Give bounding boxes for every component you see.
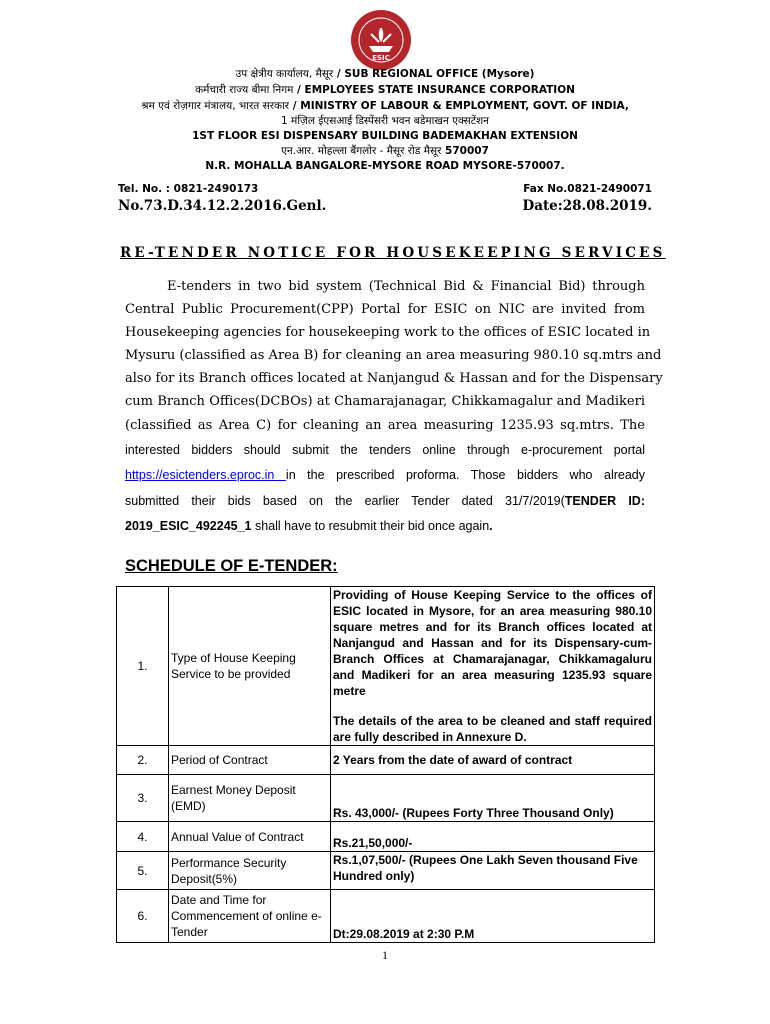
row-label: Period of Contract — [169, 746, 331, 775]
header-line-7 — [0, 159, 770, 174]
row-label: Earnest Money Deposit (EMD) — [169, 775, 331, 822]
row-number: 4. — [117, 822, 169, 852]
body-line — [125, 468, 645, 482]
table-row — [117, 852, 655, 890]
row-number: 5. — [117, 852, 169, 890]
body-line: Central Public Procurement(CPP) Portal for ESIC on NIC are invited from — [125, 302, 645, 317]
header-floor-english: 1ST FLOOR ESI DISPENSARY BUILDING BADEMAKHAN EXTENSION — [192, 130, 578, 142]
body-line: (classified as Area C) for cleaning an area measuring 1235.93 sq.mtrs. The — [125, 418, 645, 433]
header-ministry-english: / MINISTRY OF LABOUR & EMPLOYMENT, GOVT. OF INDIA, — [289, 100, 629, 112]
row-label: Date and Time for Commencement of online e-Tender — [169, 890, 331, 943]
body-text: in the prescribed proforma. Those bidders who already — [285, 468, 646, 482]
header-line-2 — [0, 83, 770, 98]
body-line — [125, 494, 645, 508]
page-title: RE-TENDER NOTICE FOR HOUSEKEEPING SERVICES — [120, 245, 666, 261]
body-text: shall have to resubmit their bid once again — [251, 519, 490, 533]
header-pin: 570007 — [441, 145, 489, 157]
notice-date: Date:28.08.2019. — [522, 198, 652, 214]
page-number: 1 — [382, 948, 388, 962]
body-line: also for its Branch offices located at Nanjangud & Hassan and for the Dispensary — [125, 371, 663, 386]
table-row — [117, 587, 655, 746]
header-line-6 — [0, 144, 770, 159]
table-row — [117, 890, 655, 943]
row-value: Rs.1,07,500/- (Rupees One Lakh Seven thousand Five Hundred only) — [331, 852, 655, 890]
tel-number: Tel. No. : 0821-2490173 — [118, 183, 259, 195]
body-line: Mysuru (classified as Area B) for cleaning an area measuring 980.10 sq.mtrs and — [125, 348, 662, 363]
header-office-english: / SUB REGIONAL OFFICE (Mysore) — [333, 68, 535, 80]
header-line-3 — [0, 99, 770, 114]
header-office-hindi: उप क्षेत्रीय कार्यालय, मैसूर — [235, 68, 334, 80]
table-row — [117, 746, 655, 775]
esic-logo — [349, 8, 413, 72]
row-value-text: The details of the area to be cleaned and staff required are fully described in Annexure D. — [333, 714, 652, 744]
body-text: submitted their bids based on the earlier Tender dated 31/7/2019( — [125, 494, 565, 508]
row-value: Dt:29.08.2019 at 2:30 P.M — [331, 890, 655, 943]
header-corp-english: / EMPLOYEES STATE INSURANCE CORPORATION — [293, 84, 575, 96]
row-number: 1. — [117, 587, 169, 746]
header-ministry-hindi: श्रम एवं रोज़गार मंत्रालय, भारत सरकार — [141, 100, 290, 112]
fax-number: Fax No.0821-2490071 — [523, 183, 652, 195]
row-value: Rs. 43,000/- (Rupees Forty Three Thousand Only) — [331, 775, 655, 822]
schedule-table — [116, 586, 655, 943]
eproc-portal-link[interactable]: https://esictenders.eproc.in — [125, 468, 286, 482]
header-line-1 — [0, 67, 770, 82]
body-line — [125, 519, 645, 533]
row-label: Type of House Keeping Service to be provided — [169, 587, 331, 746]
row-label: Annual Value of Contract — [169, 822, 331, 852]
row-number: 2. — [117, 746, 169, 775]
row-number: 6. — [117, 890, 169, 943]
body-line: cum Branch Offices(DCBOs) at Chamarajanagar, Chikkamagalur and Madikeri — [125, 394, 645, 409]
logo-text: ESIC — [372, 54, 390, 62]
row-label: Performance Security Deposit(5%) — [169, 852, 331, 890]
header-line-5 — [0, 129, 770, 144]
header-line-4 — [0, 114, 770, 129]
reference-number: No.73.D.34.12.2.2016.Genl. — [118, 198, 327, 214]
body-text: . — [489, 519, 493, 533]
table-row — [117, 775, 655, 822]
header-road-english: N.R. MOHALLA BANGALORE-MYSORE ROAD MYSORE-570007. — [205, 160, 565, 172]
tender-id-value: 2019_ESIC_492245_1 — [125, 519, 252, 533]
body-line: interested bidders should submit the tenders online through e-procurement portal — [125, 443, 645, 457]
row-number: 3. — [117, 775, 169, 822]
tender-id-label: TENDER ID: — [564, 494, 645, 508]
table-row — [117, 822, 655, 852]
body-line: E-tenders in two bid system (Technical Bid & Financial Bid) through — [167, 279, 645, 294]
row-value: 2 Years from the date of award of contract — [331, 746, 655, 775]
header-floor-hindi: 1 मंज़िल ईएसआई डिस्पेंसरी भवन बडेमाखन एक्सटेंशन — [281, 115, 489, 127]
row-value — [331, 587, 655, 746]
row-value: Rs.21,50,000/- — [331, 822, 655, 852]
row-value-text: Providing of House Keeping Service to the offices of ESIC located in Mysore, for an area measuring 980.10 square metres and for its Branch offices located at Nanjangud and Hassan and for its Dispensary-cum-Branch Offices at Chamarajanagar, Chikkamagaluru and Madikeri for an area measuring 1235.93 square metre — [333, 588, 652, 698]
header-road-hindi: एन.आर. मोहल्ला बैंगलोर - मैसूर रोड मैसूर — [281, 145, 442, 157]
body-line: Housekeeping agencies for housekeeping work to the offices of ESIC located in — [125, 325, 651, 340]
header-corp-hindi: कर्मचारी राज्य बीमा निगम — [195, 84, 294, 96]
schedule-heading: SCHEDULE OF E-TENDER: — [125, 557, 338, 575]
